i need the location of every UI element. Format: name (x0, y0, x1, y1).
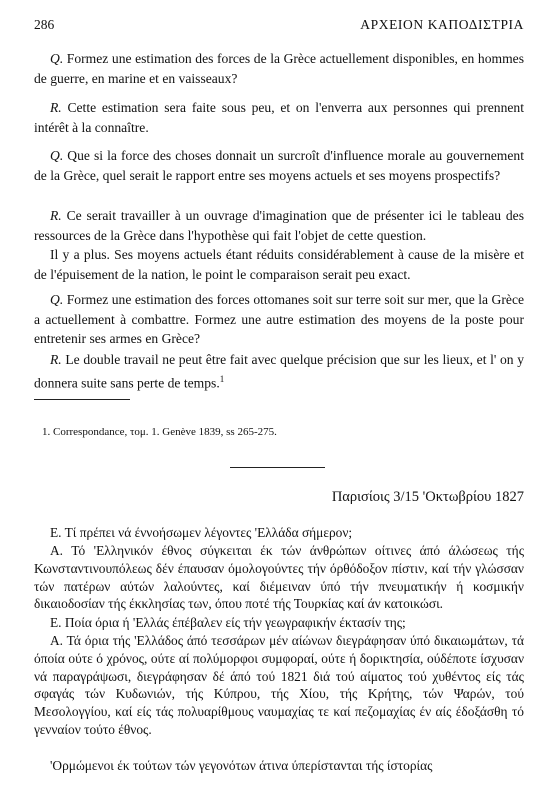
question-text: Formez une estimation des forces ottomanes soit sur terre soit sur mer, que la Grèce a actuellement à combattre. Formez une autre estimation des moyens de la poste pour entretenir ses armes en Grèce? (34, 292, 525, 347)
response-paragraph (34, 98, 524, 137)
response-letter: R. (50, 352, 62, 367)
question-letter: Q. (50, 292, 64, 307)
greek-question: Ε. Ποία όρια ή 'Ελλάς έπέβαλεν είς τήν γεωγραφικήν έκτασίν της; (50, 615, 406, 630)
response-letter: R. (50, 208, 62, 223)
footnote: 1. Correspondance, τομ. 1. Genève 1839, ss 265-275. (42, 426, 277, 438)
response-text: Ce serait travailler à un ouvrage d'imagination que de présenter ici le tableau des ressources de la Grèce dans l'hypothèse qui fait l'objet de cette question. (34, 208, 525, 243)
page-header (34, 17, 524, 35)
question-paragraph (34, 49, 524, 88)
running-title: ΑΡΧΕΙΟΝ ΚΑΠΟΔΙΣΤΡΙΑ (360, 17, 524, 32)
greek-answer: Α. Τό 'Ελληνικόν έθνος σύγκειται έκ τών άνθρώπων οίτινες άπό άλώσεως τής Κωνσταντινουπόλεως δέν έπαυσαν όμολογούντες τήν όρθόδοξον πίστιν, καί τήν γλώσσαν τών πατέρων αύτών λαλούντες, καί διέμειναν ύπό τήν πνευματικήν ή κοσμικήν δικαιοδοσίαν τής έκκλησίας των, όπου ποτέ τής Τουρκίας καί άν κατοικώσι. (34, 543, 524, 612)
response-letter: R. (50, 100, 62, 115)
question-paragraph (34, 290, 524, 349)
footnote-rule (34, 399, 130, 400)
section-separator (230, 467, 325, 468)
page-number: 286 (34, 17, 55, 32)
question-letter: Q. (50, 51, 64, 66)
question-text: Formez une estimation des forces de la Grèce actuellement disponibles, en hommes de guerre, en marine et en vaisseaux? (34, 51, 524, 86)
response-text: Cette estimation sera faite sous peu, et on l'enverra aux personnes qui prennent intérêt à la connaître. (34, 100, 524, 135)
question-paragraph (34, 146, 524, 185)
response-text: Le double travail ne peut être fait avec quelque précision que sur les lieux, et l' on y donnera suite sans perte de temps. (34, 352, 524, 391)
response-continuation: Il y a plus. Ses moyens actuels étant réduits considérablement à cause de la misère et de l'épuisement de la nation, le point le comparaison serait peu exact. (34, 247, 524, 282)
greek-answer: Α. Τά όρια τής 'Ελλάδος άπό τεσσάρων μέν αίώνων διεγράφησαν ύπό δικαιωμάτων, τά όποία ούτε ό χρόνος, ούτε αί πολύμορφοι συμφοραί, ούτε ή δορικτησία, ούδέποτε ίσχυσαν νά παραγράψωσι, διεγράφησαν δέ άπό τού 1821 διά τού αίματος τού χυθέντος είς τάς σφαγάς τών Κυδωνιών, τής Κύπρου, τής Χίου, τής Κρήτης, τών Ψαρών, τού Μεσολογγίου, καί είς τάς πολυαρίθμους ναυμαχίας τε καί πεζομαχίας έν αίς έδοξάσθη τό γενναίον τούτο έθνος. (34, 633, 524, 737)
footnote-mark: 1 (219, 373, 225, 384)
response-paragraph (34, 206, 524, 245)
greek-paragraph: 'Ορμώμενοι έκ τούτων τών γεγονότων άτινα ύπερίστανται τής ίστορίας (50, 758, 433, 773)
response-paragraph (34, 350, 524, 393)
question-letter: Q. (50, 148, 64, 163)
greek-question: Ε. Τί πρέπει νά έννοήσωμεν λέγοντες 'Ελλάδα σήμερον; (50, 525, 353, 540)
dateline: Παρισίοις 3/15 'Οκτωβρίου 1827 (331, 489, 524, 505)
question-text: Que si la force des choses donnait un surcroît d'influence morale au gouvernement de la Grèce, quel serait le rapport entre ses moyens actuels et ses moyens prospectifs? (34, 148, 524, 183)
